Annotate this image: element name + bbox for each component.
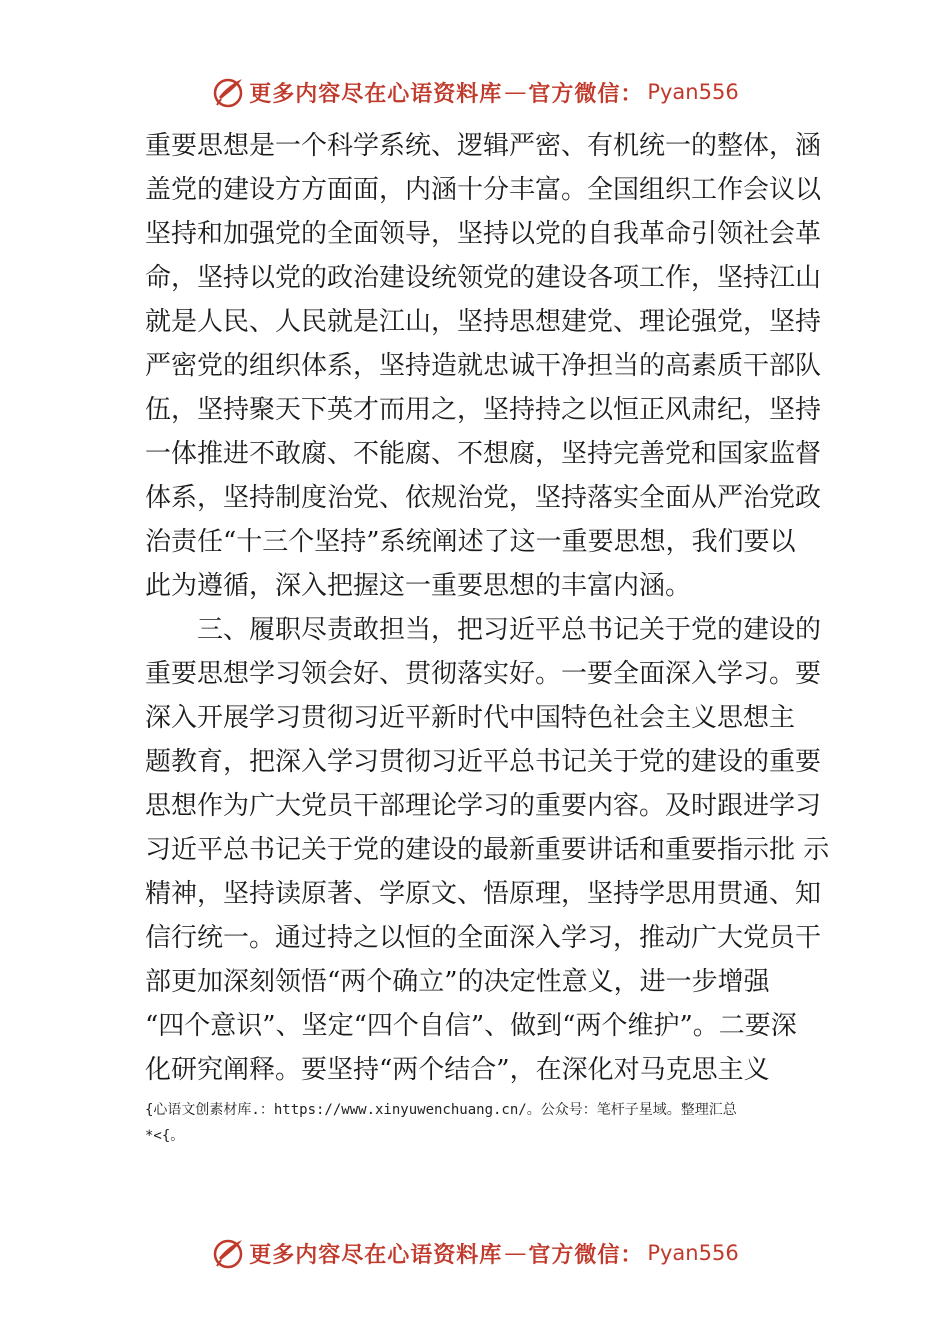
banner-slogan: 更多内容尽在心语资料库 (249, 80, 503, 107)
body-line: 重要思想是一个科学系统、逻辑严密、有机统一的整体，涵 (145, 131, 822, 161)
banner-wechat-label: 官方微信： (528, 1241, 644, 1268)
body-line: 此为遵循，深入把握这一重要思想的丰富内涵。 (145, 571, 692, 601)
body-line: 深入开展学习贯彻习近平新时代中国特色社会主义思想主 (145, 703, 796, 733)
body-line: 盖党的建设方方面面，内涵十分丰富。全国组织工作会议以 (145, 175, 822, 205)
header-banner (0, 72, 950, 112)
body-line: 一体推进不敢腐、不能腐、不想腐，坚持完善党和国家监督 (145, 439, 822, 469)
body-line: 信行统一。通过持之以恒的全面深入学习，推动广大党员干 (145, 923, 822, 953)
footnote-line: *<{。 (145, 1128, 185, 1144)
body-line: 重要思想学习领会好、贯彻落实好。一要全面深入学习。要 (145, 659, 822, 689)
body-line: 思想作为广大党员干部理论学习的重要内容。及时跟进学习 (145, 791, 822, 821)
banner-wechat-id: Pyan556 (647, 80, 739, 104)
body-line: 精神，坚持读原著、学原文、悟原理，坚持学思用贯通、知 (145, 879, 822, 909)
section-heading-line: 三、履职尽责敢担当，把习近平总书记关于党的建设的 (197, 615, 822, 645)
banner-slogan: 更多内容尽在心语资料库 (249, 1241, 503, 1268)
quill-circle-logo-icon (211, 75, 245, 109)
banner-separator: — (504, 1240, 527, 1266)
body-line: 治责任“十三个坚持”系统阐述了这一重要思想，我们要以 (145, 527, 796, 557)
body-line: 命，坚持以党的政治建设统领党的建设各项工作，坚持江山 (145, 263, 822, 293)
body-line: 习近平总书记关于党的建设的最新重要讲话和重要指示批 示 (145, 835, 830, 865)
document-body (145, 124, 830, 1092)
body-line: 部更加深刻领悟“两个确立”的决定性意义，进一步增强 (145, 967, 770, 997)
footnote (145, 1097, 825, 1149)
body-line: 化研究阐释。要坚持“两个结合”，在深化对马克思主义 (145, 1055, 770, 1085)
body-line: “四个意识”、坚定“四个自信”、做到“两个维护”。二要深 (145, 1011, 797, 1041)
body-line: 严密党的组织体系，坚持造就忠诚干净担当的高素质干部队 (145, 351, 822, 381)
body-line: 题教育，把深入学习贯彻习近平总书记关于党的建设的重要 (145, 747, 822, 777)
banner-wechat-label: 官方微信： (528, 80, 644, 107)
body-line: 体系，坚持制度治党、依规治党，坚持落实全面从严治党政 (145, 483, 822, 513)
body-line: 伍，坚持聚天下英才而用之，坚持持之以恒正风肃纪，坚持 (145, 395, 822, 425)
footnote-line: {心语文创素材库.：https://www.xinyuwenchuang.cn/。公众号：笔杆子星域。整理汇总 (145, 1102, 737, 1118)
body-line: 坚持和加强党的全面领导，坚持以党的自我革命引领社会革 (145, 219, 822, 249)
quill-circle-logo-icon (211, 1236, 245, 1270)
body-line: 就是人民、人民就是江山，坚持思想建党、理论强党，坚持 (145, 307, 822, 337)
banner-wechat-id: Pyan556 (647, 1241, 739, 1265)
footer-banner (0, 1233, 950, 1273)
banner-separator: — (504, 79, 527, 105)
